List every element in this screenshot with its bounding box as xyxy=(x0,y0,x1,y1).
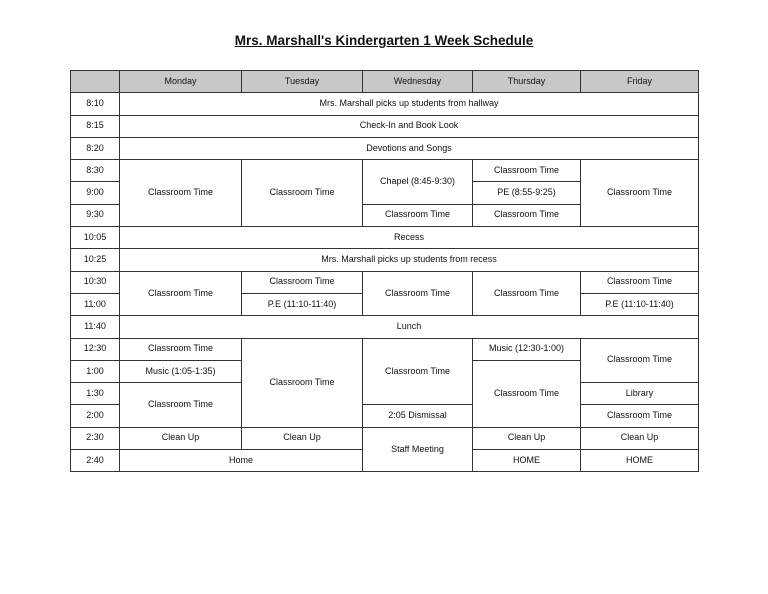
time-cell: 8:20 xyxy=(71,137,120,159)
schedule-cell: Classroom Time xyxy=(473,204,581,226)
schedule-cell: Classroom Time xyxy=(363,271,473,316)
time-cell: 10:25 xyxy=(71,249,120,271)
page-title: Mrs. Marshall's Kindergarten 1 Week Schedule xyxy=(234,33,534,48)
schedule-cell: Classroom Time xyxy=(120,338,242,360)
time-cell: 9:00 xyxy=(71,182,120,204)
table-row xyxy=(71,160,699,182)
day-header-friday: Friday xyxy=(581,71,699,93)
schedule-cell: Classroom Time xyxy=(473,271,581,316)
schedule-cell: Classroom Time xyxy=(581,338,699,383)
schedule-cell: Classroom Time xyxy=(120,271,242,316)
time-cell: 2:00 xyxy=(71,405,120,427)
schedule-cell: Mrs. Marshall picks up students from recess xyxy=(120,249,699,271)
schedule-cell: Library xyxy=(581,383,699,405)
time-cell: 8:30 xyxy=(71,160,120,182)
header-row xyxy=(71,71,699,93)
table-row xyxy=(71,249,699,271)
schedule-cell: Lunch xyxy=(120,316,699,338)
time-cell: 2:30 xyxy=(71,427,120,449)
schedule-cell: Classroom Time xyxy=(581,405,699,427)
time-cell: 11:40 xyxy=(71,316,120,338)
time-cell: 1:30 xyxy=(71,383,120,405)
time-cell: 11:00 xyxy=(71,293,120,315)
schedule-cell: Classroom Time xyxy=(473,160,581,182)
schedule-cell: Clean Up xyxy=(120,427,242,449)
schedule-cell: 2:05 Dismissal xyxy=(363,405,473,427)
schedule-cell: Clean Up xyxy=(473,427,581,449)
schedule-cell: Classroom Time xyxy=(581,271,699,293)
schedule-cell: Classroom Time xyxy=(120,160,242,227)
time-cell: 8:10 xyxy=(71,93,120,115)
time-cell: 1:00 xyxy=(71,360,120,382)
schedule-cell: Recess xyxy=(120,227,699,249)
time-cell: 10:30 xyxy=(71,271,120,293)
schedule-cell: Classroom Time xyxy=(363,204,473,226)
schedule-cell: HOME xyxy=(581,450,699,472)
corner-header xyxy=(71,71,120,93)
day-header-thursday: Thursday xyxy=(473,71,581,93)
schedule-cell: Classroom Time xyxy=(242,338,363,427)
schedule-cell: Mrs. Marshall picks up students from hallway xyxy=(120,93,699,115)
time-cell: 12:30 xyxy=(71,338,120,360)
schedule-cell: HOME xyxy=(473,450,581,472)
day-header-wednesday: Wednesday xyxy=(363,71,473,93)
time-cell: 2:40 xyxy=(71,450,120,472)
table-row xyxy=(71,227,699,249)
schedule-cell: Classroom Time xyxy=(581,160,699,227)
table-row xyxy=(71,137,699,159)
table-row xyxy=(71,271,699,293)
day-header-tuesday: Tuesday xyxy=(242,71,363,93)
schedule-cell: Check-In and Book Look xyxy=(120,115,699,137)
schedule-cell: Devotions and Songs xyxy=(120,137,699,159)
time-cell: 8:15 xyxy=(71,115,120,137)
schedule-cell: Classroom Time xyxy=(473,360,581,427)
schedule-cell: Clean Up xyxy=(242,427,363,449)
schedule-cell: Classroom Time xyxy=(120,383,242,428)
table-row xyxy=(71,338,699,360)
schedule-cell: Clean Up xyxy=(581,427,699,449)
table-row xyxy=(71,115,699,137)
schedule-cell: P.E (11:10-11:40) xyxy=(242,293,363,315)
schedule-cell: Home xyxy=(120,450,363,472)
time-cell: 9:30 xyxy=(71,204,120,226)
schedule-cell: Classroom Time xyxy=(242,271,363,293)
schedule-cell: Classroom Time xyxy=(242,160,363,227)
day-header-monday: Monday xyxy=(120,71,242,93)
table-row xyxy=(71,427,699,449)
schedule-cell: Music (1:05-1:35) xyxy=(120,360,242,382)
schedule-table xyxy=(70,70,699,472)
schedule-cell: Chapel (8:45-9:30) xyxy=(363,160,473,205)
table-row xyxy=(71,93,699,115)
schedule-cell: PE (8:55-9:25) xyxy=(473,182,581,204)
schedule-cell: P.E (11:10-11:40) xyxy=(581,293,699,315)
schedule-cell: Staff Meeting xyxy=(363,427,473,472)
table-row xyxy=(71,316,699,338)
time-cell: 10:05 xyxy=(71,227,120,249)
schedule-cell: Classroom Time xyxy=(363,338,473,405)
schedule-cell: Music (12:30-1:00) xyxy=(473,338,581,360)
